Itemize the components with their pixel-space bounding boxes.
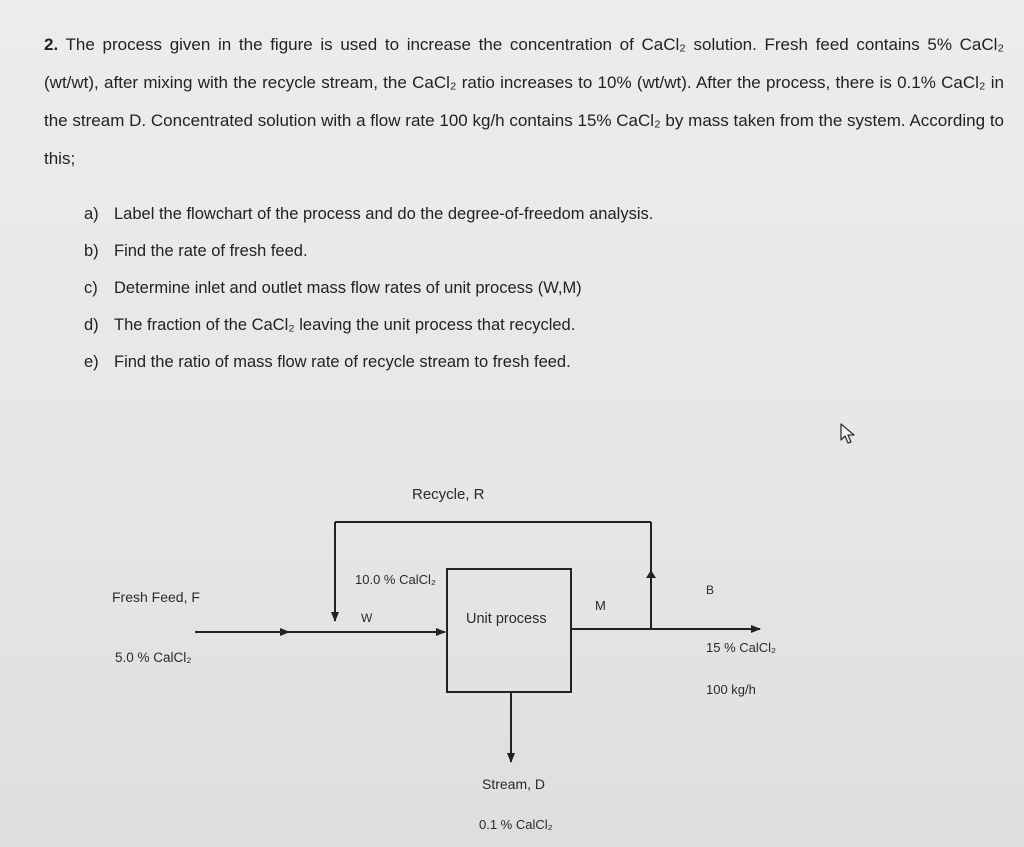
part-label: c) (84, 279, 98, 297)
fresh-feed-arrow (280, 628, 290, 636)
mix-composition-label: 10.0 % CalCl₂ (355, 572, 436, 587)
part-text: Determine inlet and outlet mass flow rates of unit process (W,M) (114, 279, 582, 297)
w-label: W (361, 611, 373, 625)
part-label: a) (84, 205, 99, 223)
fresh-feed-composition: 5.0 % CalCl₂ (115, 650, 192, 665)
part-label: b) (84, 242, 99, 260)
product-composition-label: 15 % CalCl₂ (706, 640, 777, 655)
b-label: B (706, 583, 715, 597)
problem-text: The process given in the figure is used to increase the concentration of CaCl₂ solution. Fresh feed contains 5% CaCl₂ (wt/wt), after mixing with the recycle stream, the CaCl₂ ratio increases to 10% (wt/wt). After the process, there is 0.1% CaCl₂ in the stream D. Concentrated solution with a flow rate 100 kg/h contains 15% CaCl₂ by mass taken from the system. According to this; (44, 35, 1004, 168)
stream-d-label: Stream, D (482, 776, 546, 792)
fresh-feed-label: Fresh Feed, F (112, 589, 200, 605)
part-text: Find the rate of fresh feed. (114, 242, 308, 260)
part-label: d) (84, 316, 99, 334)
part-label: e) (84, 353, 99, 371)
unit-process-label: Unit process (466, 611, 547, 627)
problem-number: 2. (44, 35, 59, 54)
part-text: Find the ratio of mass flow rate of recycle stream to fresh feed. (114, 353, 571, 371)
product-rate-label: 100 kg/h (706, 682, 756, 697)
unit-process-box (447, 569, 571, 692)
recycle-label: Recycle, R (412, 486, 485, 503)
part-text: Label the flowchart of the process and do the degree-of-freedom analysis. (114, 205, 654, 223)
recycle-up-arrow (646, 570, 656, 578)
m-label: M (595, 598, 606, 613)
stream-d-composition: 0.1 % CalCl₂ (479, 817, 553, 832)
part-text: The fraction of the CaCl₂ leaving the unit process that recycled. (114, 316, 576, 334)
